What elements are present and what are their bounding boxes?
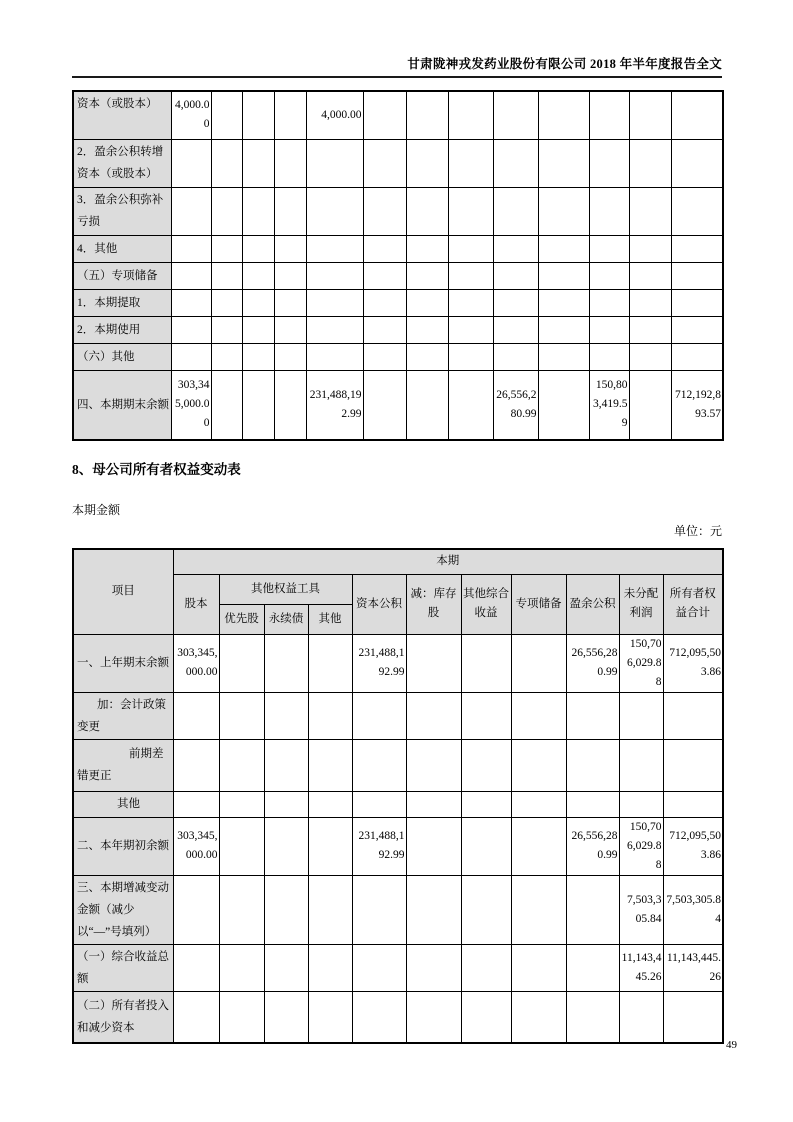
col-header-item: 项目 [73,549,173,634]
empty-cell [173,991,219,1043]
empty-cell [538,343,589,370]
empty-cell [629,187,671,235]
empty-cell [663,791,723,817]
empty-cell [173,944,219,991]
empty-cell [308,944,352,991]
empty-cell [171,289,211,316]
empty-cell [219,991,264,1043]
empty-cell [589,139,629,187]
empty-cell [274,289,306,316]
empty-cell [566,944,619,991]
empty-cell [274,370,306,440]
empty-cell [629,316,671,343]
empty-cell [448,139,493,187]
empty-cell [171,235,211,262]
row-label-cell: 二、本年期初余额 [73,817,173,875]
empty-cell [211,187,242,235]
empty-cell [352,739,406,791]
empty-cell [308,692,352,739]
empty-cell [493,187,538,235]
empty-cell [538,289,589,316]
col-header-surplus-reserve: 盈余公积 [566,574,619,634]
table-row [73,370,723,440]
table-row [73,875,723,944]
value-cell: 231,488,192.99 [352,634,406,692]
empty-cell [538,139,589,187]
empty-cell [461,739,511,791]
empty-cell [511,739,566,791]
empty-cell [211,262,242,289]
empty-cell [171,343,211,370]
empty-cell [264,817,308,875]
value-cell: 303,345,000.00 [173,634,219,692]
value-cell: 26,556,280.99 [566,817,619,875]
empty-cell [538,316,589,343]
col-header-preferred: 优先股 [219,604,264,634]
value-cell: 11,143,445.26 [619,944,663,991]
empty-cell [242,91,274,139]
table-row [73,316,723,343]
table-row [73,235,723,262]
empty-cell [589,343,629,370]
empty-cell [219,739,264,791]
section-heading: 8、母公司所有者权益变动表 [72,462,241,477]
empty-cell [219,692,264,739]
empty-cell [538,235,589,262]
empty-cell [219,817,264,875]
value-cell: 303,345,000.00 [173,817,219,875]
col-header-special-reserve: 专项储备 [511,574,566,634]
empty-cell [274,343,306,370]
empty-cell [619,791,663,817]
table-row [73,739,723,791]
empty-cell [589,262,629,289]
value-cell: 231,488,192.99 [352,817,406,875]
empty-cell [264,692,308,739]
empty-cell [242,289,274,316]
empty-cell [493,289,538,316]
empty-cell [493,91,538,139]
table-row [73,139,723,187]
empty-cell [306,316,363,343]
header-row [73,549,723,574]
empty-cell [406,875,461,944]
empty-cell [406,739,461,791]
empty-cell [171,139,211,187]
empty-cell [629,91,671,139]
empty-cell [274,139,306,187]
empty-cell [211,289,242,316]
consolidated-equity-table-continuation [72,90,724,441]
empty-cell [619,991,663,1043]
empty-cell [493,262,538,289]
empty-cell [566,875,619,944]
table-row [73,944,723,991]
empty-cell [242,187,274,235]
empty-cell [242,343,274,370]
table-row [73,791,723,817]
empty-cell [352,791,406,817]
table-row [73,289,723,316]
empty-cell [274,262,306,289]
empty-cell [461,875,511,944]
empty-cell [448,187,493,235]
col-header-other: 其他 [308,604,352,634]
col-header-share-capital: 股本 [173,574,219,634]
empty-cell [511,791,566,817]
page-number: 49 [726,1039,737,1051]
empty-cell [211,91,242,139]
empty-cell [461,692,511,739]
empty-cell [511,944,566,991]
row-label-cell: 2．盈余公积转增资本（或股本） [73,139,171,187]
empty-cell [219,875,264,944]
empty-cell [363,316,406,343]
empty-cell [511,991,566,1043]
empty-cell [629,139,671,187]
unit-label: 单位：元 [673,524,722,538]
empty-cell [589,187,629,235]
empty-cell [406,91,448,139]
empty-cell [566,991,619,1043]
empty-cell [406,634,461,692]
empty-cell [493,343,538,370]
empty-cell [242,235,274,262]
empty-cell [306,139,363,187]
empty-cell [589,91,629,139]
empty-cell [363,370,406,440]
empty-cell [589,235,629,262]
empty-cell [264,944,308,991]
empty-cell [171,316,211,343]
empty-cell [493,139,538,187]
empty-cell [306,343,363,370]
row-label-cell: （一）综合收益总额 [73,944,173,991]
empty-cell [538,370,589,440]
empty-cell [461,817,511,875]
empty-cell [671,262,723,289]
empty-cell [671,316,723,343]
empty-cell [306,187,363,235]
empty-cell [274,316,306,343]
empty-cell [671,187,723,235]
empty-cell [566,739,619,791]
empty-cell [308,634,352,692]
row-label-cell: 加：会计政策变更 [73,692,173,739]
empty-cell [363,91,406,139]
empty-cell [671,343,723,370]
row-label-cell: 三、本期增减变动金额（减少以“—”号填列） [73,875,173,944]
empty-cell [308,739,352,791]
empty-cell [461,991,511,1043]
empty-cell [242,139,274,187]
empty-cell [211,139,242,187]
empty-cell [511,875,566,944]
row-label-cell: （六）其他 [73,343,171,370]
empty-cell [406,289,448,316]
empty-cell [448,316,493,343]
empty-cell [448,235,493,262]
empty-cell [406,235,448,262]
empty-cell [308,875,352,944]
empty-cell [566,692,619,739]
empty-cell [589,316,629,343]
empty-cell [629,262,671,289]
empty-cell [663,739,723,791]
row-label-cell: 4．其他 [73,235,171,262]
empty-cell [629,343,671,370]
empty-cell [406,316,448,343]
empty-cell [566,791,619,817]
empty-cell [274,187,306,235]
empty-cell [363,139,406,187]
empty-cell [671,139,723,187]
empty-cell [406,187,448,235]
col-header-total-equity: 所有者权益合计 [663,574,723,634]
empty-cell [264,991,308,1043]
row-label-cell: 前期差错更正 [73,739,173,791]
empty-cell [274,235,306,262]
period-label: 本期金额 [72,503,121,517]
row-label-cell: 一、上年期末余额 [73,634,173,692]
table-row [73,262,723,289]
col-header-less-treasury: 减：库存股 [406,574,461,634]
empty-cell [448,343,493,370]
empty-cell [264,634,308,692]
empty-cell [306,262,363,289]
table-row [73,991,723,1043]
empty-cell [619,739,663,791]
row-label-cell: 其他 [73,791,173,817]
value-cell: 231,488,192.99 [306,370,363,440]
empty-cell [671,235,723,262]
empty-cell [448,91,493,139]
table-row [73,91,723,139]
empty-cell [406,262,448,289]
table-row [73,817,723,875]
value-cell: 11,143,445.26 [663,944,723,991]
col-header-undistributed-profit: 未分配利润 [619,574,663,634]
row-label-cell: 资本（或股本） [73,91,171,139]
col-header-capital-reserve: 资本公积 [352,574,406,634]
empty-cell [511,692,566,739]
empty-cell [219,634,264,692]
row-label-cell: 四、本期期末余额 [73,370,171,440]
row-label-cell: （二）所有者投入和减少资本 [73,991,173,1043]
empty-cell [171,187,211,235]
empty-cell [242,370,274,440]
empty-cell [538,262,589,289]
header-rule [72,76,722,78]
value-cell: 26,556,280.99 [493,370,538,440]
row-label-cell: 3．盈余公积弥补亏损 [73,187,171,235]
col-header-period: 本期 [173,549,723,574]
empty-cell [219,944,264,991]
empty-cell [663,692,723,739]
empty-cell [363,235,406,262]
empty-cell [406,692,461,739]
empty-cell [352,692,406,739]
empty-cell [619,692,663,739]
empty-cell [173,791,219,817]
row-label-cell: （五）专项储备 [73,262,171,289]
empty-cell [671,289,723,316]
empty-cell [448,370,493,440]
empty-cell [306,289,363,316]
empty-cell [589,289,629,316]
empty-cell [538,187,589,235]
value-cell: 712,192,893.57 [671,370,723,440]
empty-cell [448,289,493,316]
empty-cell [308,817,352,875]
empty-cell [308,991,352,1043]
empty-cell [663,991,723,1043]
empty-cell [406,139,448,187]
empty-cell [211,370,242,440]
parent-company-equity-table [72,548,724,1044]
empty-cell [406,370,448,440]
empty-cell [406,944,461,991]
empty-cell [352,991,406,1043]
empty-cell [406,991,461,1043]
empty-cell [171,262,211,289]
empty-cell [173,739,219,791]
table-row [73,187,723,235]
col-header-perpetual: 永续债 [264,604,308,634]
empty-cell [363,343,406,370]
empty-cell [629,235,671,262]
empty-cell [274,91,306,139]
empty-cell [671,91,723,139]
empty-cell [211,343,242,370]
value-cell: 712,095,503.86 [663,634,723,692]
empty-cell [352,944,406,991]
empty-cell [629,289,671,316]
empty-cell [406,791,461,817]
empty-cell [511,817,566,875]
value-cell: 150,803,419.59 [589,370,629,440]
empty-cell [461,791,511,817]
empty-cell [511,634,566,692]
empty-cell [363,187,406,235]
empty-cell [363,262,406,289]
table-row [73,692,723,739]
value-cell: 712,095,503.86 [663,817,723,875]
value-cell: 150,706,029.88 [619,817,663,875]
empty-cell [352,875,406,944]
empty-cell [173,875,219,944]
value-cell: 7,503,305.84 [619,875,663,944]
empty-cell [242,262,274,289]
table-row [73,634,723,692]
empty-cell [264,791,308,817]
empty-cell [493,235,538,262]
value-cell: 26,556,280.99 [566,634,619,692]
value-cell: 303,345,000.00 [171,370,211,440]
col-header-oci: 其他综合收益 [461,574,511,634]
empty-cell [242,316,274,343]
empty-cell [306,235,363,262]
empty-cell [308,791,352,817]
value-cell: 150,706,029.88 [619,634,663,692]
row-label-cell: 2．本期使用 [73,316,171,343]
table-row [73,343,723,370]
empty-cell [264,875,308,944]
empty-cell [363,289,406,316]
row-label-cell: 1．本期提取 [73,289,171,316]
report-header-title: 甘肃陇神戎发药业股份有限公司 2018 年半年度报告全文 [407,57,722,71]
value-cell: 4,000.00 [171,91,211,139]
empty-cell [448,262,493,289]
value-cell: 4,000.00 [306,91,363,139]
col-header-other-equity-instruments: 其他权益工具 [219,574,352,604]
empty-cell [461,944,511,991]
empty-cell [629,370,671,440]
empty-cell [219,791,264,817]
empty-cell [173,692,219,739]
empty-cell [406,343,448,370]
empty-cell [406,817,461,875]
empty-cell [461,634,511,692]
empty-cell [493,316,538,343]
empty-cell [538,91,589,139]
empty-cell [264,739,308,791]
empty-cell [211,316,242,343]
empty-cell [211,235,242,262]
value-cell: 7,503,305.84 [663,875,723,944]
